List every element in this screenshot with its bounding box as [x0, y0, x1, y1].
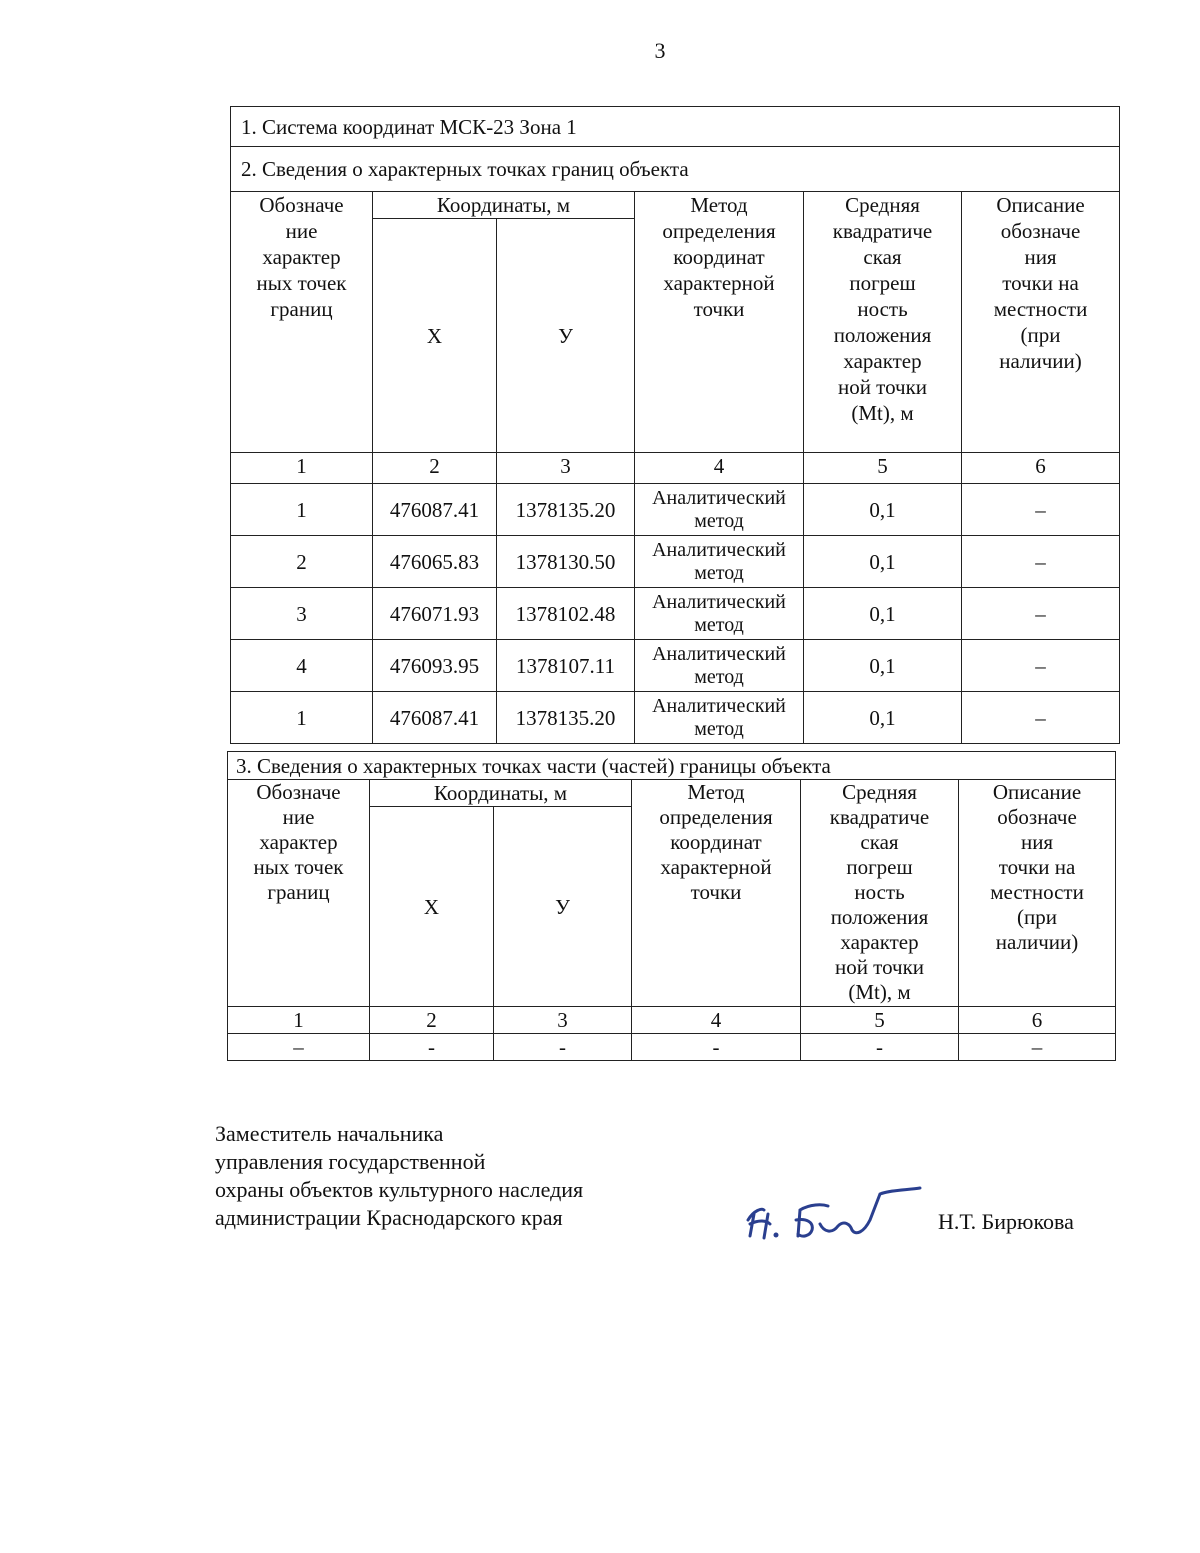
- point-y: 1378135.20: [497, 484, 635, 536]
- header-method: Метод определения координат характерной точки: [635, 192, 804, 453]
- part-cell: -: [494, 1034, 632, 1061]
- point-y: 1378107.11: [497, 640, 635, 692]
- point-description: –: [962, 692, 1120, 744]
- point-id: 1: [231, 692, 373, 744]
- point-description: –: [962, 536, 1120, 588]
- coordinate-system-title: 1. Система координат МСК-23 Зона 1: [231, 107, 1120, 147]
- point-x: 476087.41: [373, 484, 497, 536]
- header-description: Описание обозначе ния точки на местности (при наличии): [962, 192, 1120, 453]
- header-description: Описание обозначе ния точки на местности (при наличии): [959, 780, 1116, 1007]
- point-y: 1378135.20: [497, 692, 635, 744]
- signatory-title: Заместитель начальника управления государственной охраны объектов культурного наследия администрации Краснодарского края: [215, 1121, 584, 1230]
- point-method: Аналитический метод: [635, 484, 804, 536]
- col-num-3: 3: [494, 1007, 632, 1034]
- header-x: X: [370, 807, 494, 1007]
- point-y: 1378102.48: [497, 588, 635, 640]
- col-num-3: 3: [497, 453, 635, 484]
- part-cell: -: [801, 1034, 959, 1061]
- col-num-2: 2: [373, 453, 497, 484]
- point-method: Аналитический метод: [635, 692, 804, 744]
- col-num-1: 1: [231, 453, 373, 484]
- point-id: 2: [231, 536, 373, 588]
- table-row: [228, 1034, 1116, 1061]
- signatory-name: Н.Т. Бирюкова: [938, 1209, 1074, 1234]
- col-num-6: 6: [962, 453, 1120, 484]
- col-num-2: 2: [370, 1007, 494, 1034]
- point-mt: 0,1: [804, 484, 962, 536]
- header-y: У: [497, 219, 635, 453]
- header-coordinates: Координаты, м: [370, 780, 632, 807]
- section2-title: 2. Сведения о характерных точках границ объекта: [231, 147, 1120, 192]
- header-x: X: [373, 219, 497, 453]
- point-method: Аналитический метод: [635, 640, 804, 692]
- col-num-4: 4: [635, 453, 804, 484]
- header-designation: Обозначе ние характер ных точек границ: [231, 192, 373, 453]
- point-mt: 0,1: [804, 640, 962, 692]
- col-num-1: 1: [228, 1007, 370, 1034]
- part-cell: –: [959, 1034, 1116, 1061]
- point-x: 476071.93: [373, 588, 497, 640]
- header-designation: Обозначе ние характер ных точек границ: [228, 780, 370, 1007]
- point-mt: 0,1: [804, 536, 962, 588]
- point-method: Аналитический метод: [635, 536, 804, 588]
- page-number: 3: [654, 38, 666, 63]
- header-y: У: [494, 807, 632, 1007]
- table-row: [231, 692, 1120, 744]
- point-mt: 0,1: [804, 692, 962, 744]
- part-cell: -: [632, 1034, 801, 1061]
- point-description: –: [962, 484, 1120, 536]
- point-x: 476093.95: [373, 640, 497, 692]
- col-num-4: 4: [632, 1007, 801, 1034]
- table-row: [231, 640, 1120, 692]
- header-method: Метод определения координат характерной точки: [632, 780, 801, 1007]
- point-mt: 0,1: [804, 588, 962, 640]
- table-row: [231, 484, 1120, 536]
- point-id: 3: [231, 588, 373, 640]
- point-description: –: [962, 588, 1120, 640]
- point-y: 1378130.50: [497, 536, 635, 588]
- point-x: 476087.41: [373, 692, 497, 744]
- point-x: 476065.83: [373, 536, 497, 588]
- section3-title: 3. Сведения о характерных точках части (частей) границы объекта: [228, 752, 1116, 780]
- part-cell: –: [228, 1034, 370, 1061]
- col-num-5: 5: [804, 453, 962, 484]
- col-num-5: 5: [801, 1007, 959, 1034]
- header-mt: Средняя квадратиче ская погреш ность положения характер ной точки (Mt), м: [801, 780, 959, 1007]
- column-number-row: [228, 1007, 1116, 1034]
- signature-image: [740, 1180, 930, 1250]
- part-boundary-points-table: [227, 751, 1116, 1061]
- point-method: Аналитический метод: [635, 588, 804, 640]
- point-id: 1: [231, 484, 373, 536]
- header-mt: Средняя квадратиче ская погреш ность положения характер ной точки (Mt), м: [804, 192, 962, 453]
- table-row: [231, 588, 1120, 640]
- header-coordinates: Координаты, м: [373, 192, 635, 219]
- part-cell: -: [370, 1034, 494, 1061]
- table-row: [231, 536, 1120, 588]
- point-id: 4: [231, 640, 373, 692]
- column-number-row: [231, 453, 1120, 484]
- boundary-points-table: [230, 106, 1120, 744]
- point-description: –: [962, 640, 1120, 692]
- col-num-6: 6: [959, 1007, 1116, 1034]
